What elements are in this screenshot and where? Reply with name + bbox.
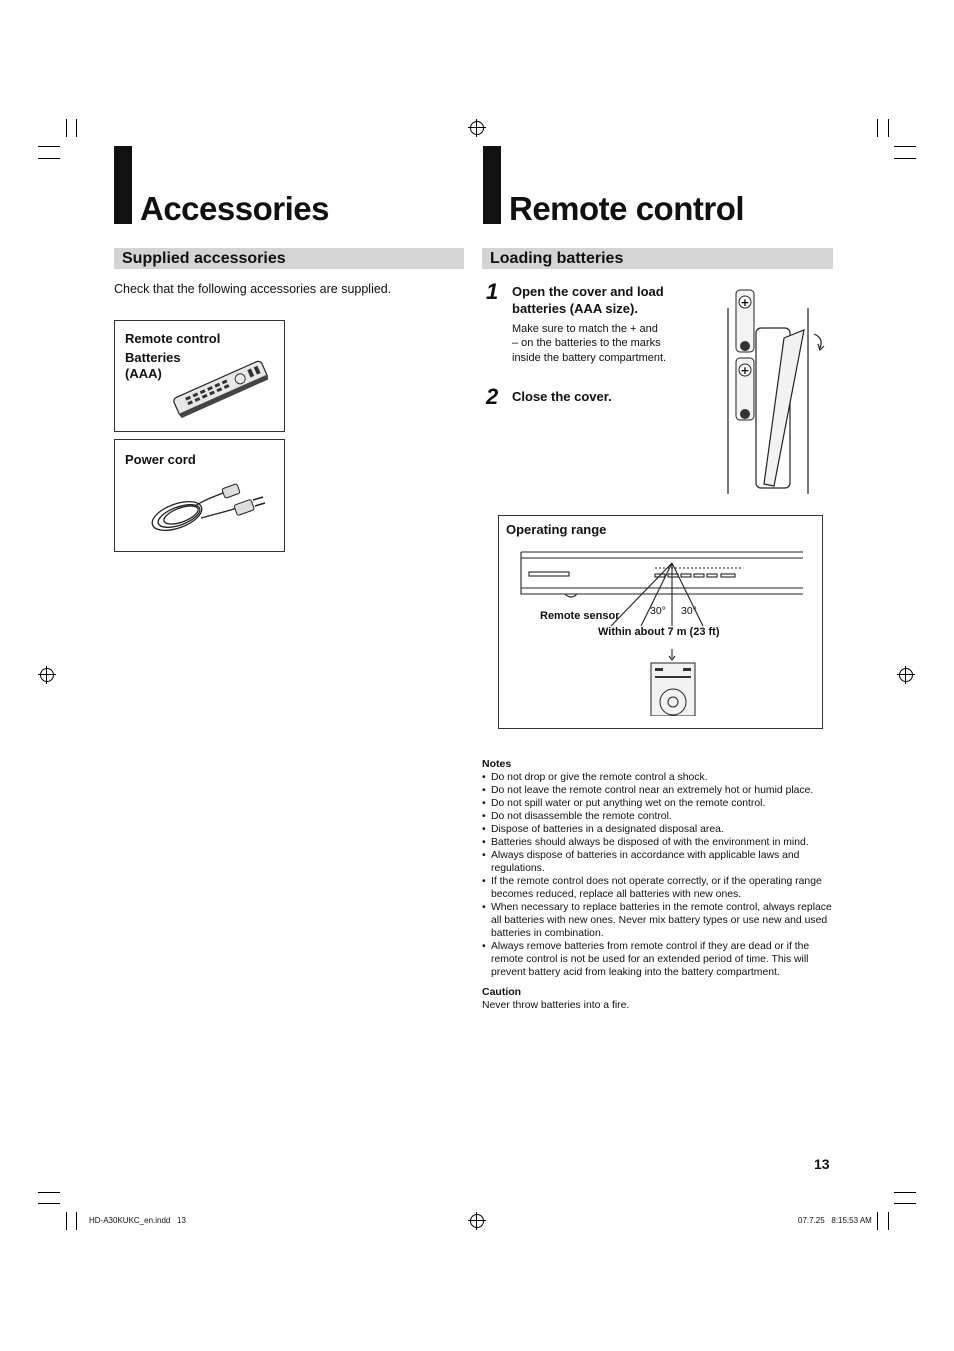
crop-mark: [894, 158, 916, 159]
loading-batteries-heading: Loading batteries: [482, 248, 833, 269]
batteries-label: Batteries: [125, 350, 181, 365]
battery-loading-illustration: [726, 288, 832, 496]
operating-range-box: [498, 515, 823, 729]
crop-mark: [76, 119, 77, 137]
footer-timestamp: 07.7.25 8:15:53 AM: [798, 1216, 872, 1225]
notes-section: [482, 758, 834, 1012]
step-1-body-line2: – on the batteries to the marks: [512, 337, 661, 349]
crop-mark: [38, 1192, 60, 1193]
registration-mark: [40, 668, 54, 682]
crop-mark: [76, 1212, 77, 1230]
caution-text: Never throw batteries into a fire.: [482, 1000, 630, 1011]
step-2-number: 2: [486, 384, 499, 409]
remote-control-illustration: [165, 357, 275, 423]
crop-mark: [38, 1203, 60, 1204]
supplied-accessories-heading: Supplied accessories: [114, 248, 464, 269]
accessories-intro: Check that the following accessories are supplied.: [114, 282, 392, 296]
note-item: • Always dispose of batteries in accordance with applicable laws and regulations.: [482, 849, 834, 875]
footer-filename: HD-A30KUKC_en.indd 13: [89, 1216, 186, 1225]
crop-mark: [888, 1212, 889, 1230]
power-cord-illustration: [145, 478, 275, 544]
crop-mark: [894, 1203, 916, 1204]
title-bar: [483, 146, 501, 224]
crop-mark: [894, 1192, 916, 1193]
notes-title: Notes: [482, 758, 512, 770]
note-item: • Do not drop or give the remote control a shock.: [482, 771, 834, 784]
step-1-number: 1: [486, 279, 499, 304]
page-number: 13: [814, 1156, 830, 1172]
note-item: • When necessary to replace batteries in the remote control, always replace all batteries with new ones. Never mix battery types or use new and used batteries in combination.: [482, 901, 834, 940]
remote-batteries-box: [114, 320, 285, 432]
registration-mark: [899, 668, 913, 682]
power-cord-box: [114, 439, 285, 552]
step-1-body-line1: Make sure to match the + and: [512, 323, 658, 335]
crop-mark: [877, 119, 878, 137]
angle-left-label: 30°: [650, 605, 666, 617]
step-1-heading-line2: batteries (AAA size).: [512, 301, 638, 316]
operating-range-title: Operating range: [506, 522, 607, 537]
caution-title: Caution: [482, 986, 522, 998]
crop-mark: [877, 1212, 878, 1230]
crop-mark: [894, 146, 916, 147]
remote-control-title: Remote control: [509, 190, 745, 227]
notes-list: [482, 771, 834, 979]
note-item: • Do not leave the remote control near an extremely hot or humid place.: [482, 784, 834, 797]
crop-mark: [38, 158, 60, 159]
svg-text:+: +: [740, 296, 750, 309]
crop-mark: [66, 119, 67, 137]
step-1-heading-line1: Open the cover and load: [512, 284, 664, 299]
registration-mark: [470, 1214, 484, 1228]
crop-mark: [38, 146, 60, 147]
note-item: • Batteries should always be disposed of with the environment in mind.: [482, 836, 834, 849]
note-item: • If the remote control does not operate correctly, or if the operating range becomes reduced, replace all batteries with new ones.: [482, 875, 834, 901]
range-distance-label: Within about 7 m (23 ft): [598, 626, 720, 638]
power-cord-label: Power cord: [125, 452, 196, 467]
note-item: • Do not spill water or put anything wet on the remote control.: [482, 797, 834, 810]
angle-right-label: 30°: [681, 605, 697, 617]
remote-sensor-label: Remote sensor: [540, 610, 620, 622]
crop-mark: [888, 119, 889, 137]
note-item: • Do not disassemble the remote control.: [482, 810, 834, 823]
aaa-label: (AAA): [125, 366, 162, 381]
registration-mark: [470, 121, 484, 135]
title-bar: [114, 146, 132, 224]
remote-control-label: Remote control: [125, 331, 221, 346]
svg-text:+: +: [740, 364, 750, 377]
crop-mark: [66, 1212, 67, 1230]
step-1-body-line3: inside the battery compartment.: [512, 352, 667, 364]
note-item: • Dispose of batteries in a designated disposal area.: [482, 823, 834, 836]
accessories-title: Accessories: [140, 190, 329, 227]
step-2-heading: Close the cover.: [512, 389, 612, 404]
note-item: • Always remove batteries from remote control if they are dead or if the remote control is not be used for an extended period of time. This will prevent battery acid from leaking into the battery compartment.: [482, 940, 834, 979]
